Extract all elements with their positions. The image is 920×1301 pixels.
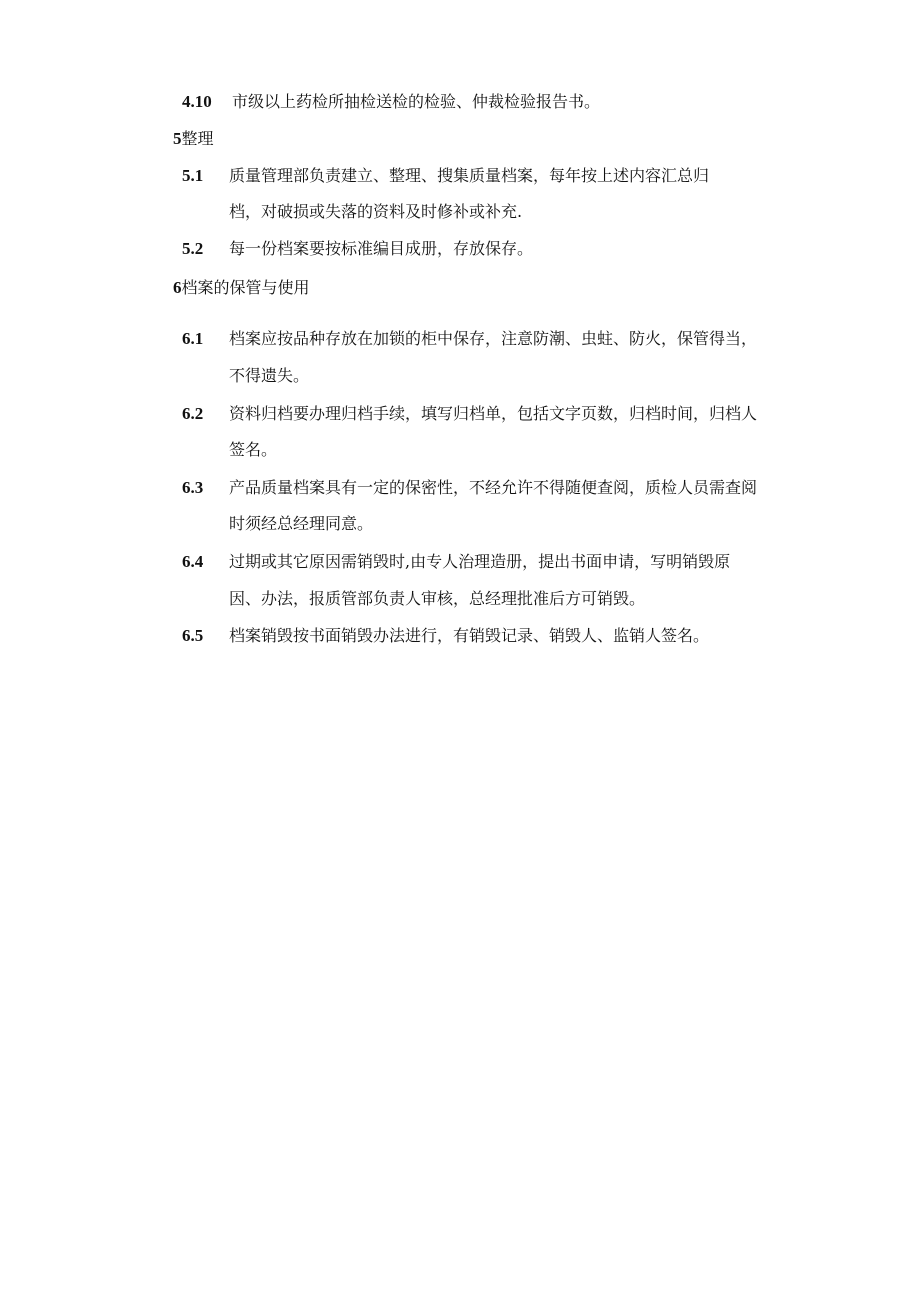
clause-number-5-2: 5.2: [182, 239, 204, 258]
clause-text-6-1-line-2: 不得遗失。: [229, 366, 310, 385]
clause-text-6-1-line-1: 档案应按品种存放在加锁的柜中保存，注意防潮、虫蛀、防火，保管得当，: [229, 329, 758, 348]
clause-text-6-2-line-2: 签名。: [229, 440, 278, 459]
clause-text-4-10: 市级以上药检所抽检送检的检验、仲裁检验报告书。: [232, 92, 601, 111]
clause-text-6-3-line-2: 时须经总经理同意。: [229, 514, 374, 533]
clause-text-5-2: 每一份档案要按标准编目成册，存放保存。: [229, 239, 534, 258]
clause-text-5-1-line-1: 质量管理部负责建立、整理、搜集质量档案，每年按上述内容汇总归: [229, 166, 710, 185]
section-number-6: 6: [173, 278, 182, 297]
clause-number-6-1: 6.1: [182, 329, 204, 348]
clause-number-6-2: 6.2: [182, 404, 204, 423]
clause-text-6-2-line-1: 资料归档要办理归档手续，填写归档单，包括文字页数，归档时间，归档人: [229, 404, 758, 423]
clause-text-5-1-line-2: 档，对破损或失落的资料及时修补或补充.: [229, 202, 523, 221]
clause-text-6-3-line-1: 产品质量档案具有一定的保密性，不经允许不得随便查阅，质检人员需查阅: [229, 478, 758, 497]
section-title-5: 整理: [181, 129, 214, 148]
clause-number-5-1: 5.1: [182, 166, 204, 185]
clause-number-6-4: 6.4: [182, 552, 204, 571]
clause-number-6-5: 6.5: [182, 626, 204, 645]
section-number-5: 5: [173, 129, 182, 148]
clause-text-6-4-line-1: 过期或其它原因需销毁时,由专人治理造册，提出书面申请，写明销毁原: [229, 552, 731, 571]
section-heading-6: [173, 278, 310, 298]
section-heading-5: [173, 129, 214, 149]
clause-text-6-5: 档案销毁按书面销毁办法进行，有销毁记录、销毁人、监销人签名。: [229, 626, 710, 645]
clause-number-4-10: 4.10: [182, 92, 212, 111]
clause-text-6-4-line-2: 因、办法，报质管部负责人审核，总经理批准后方可销毁。: [229, 589, 646, 608]
section-title-6: 档案的保管与使用: [181, 278, 310, 297]
clause-number-6-3: 6.3: [182, 478, 204, 497]
